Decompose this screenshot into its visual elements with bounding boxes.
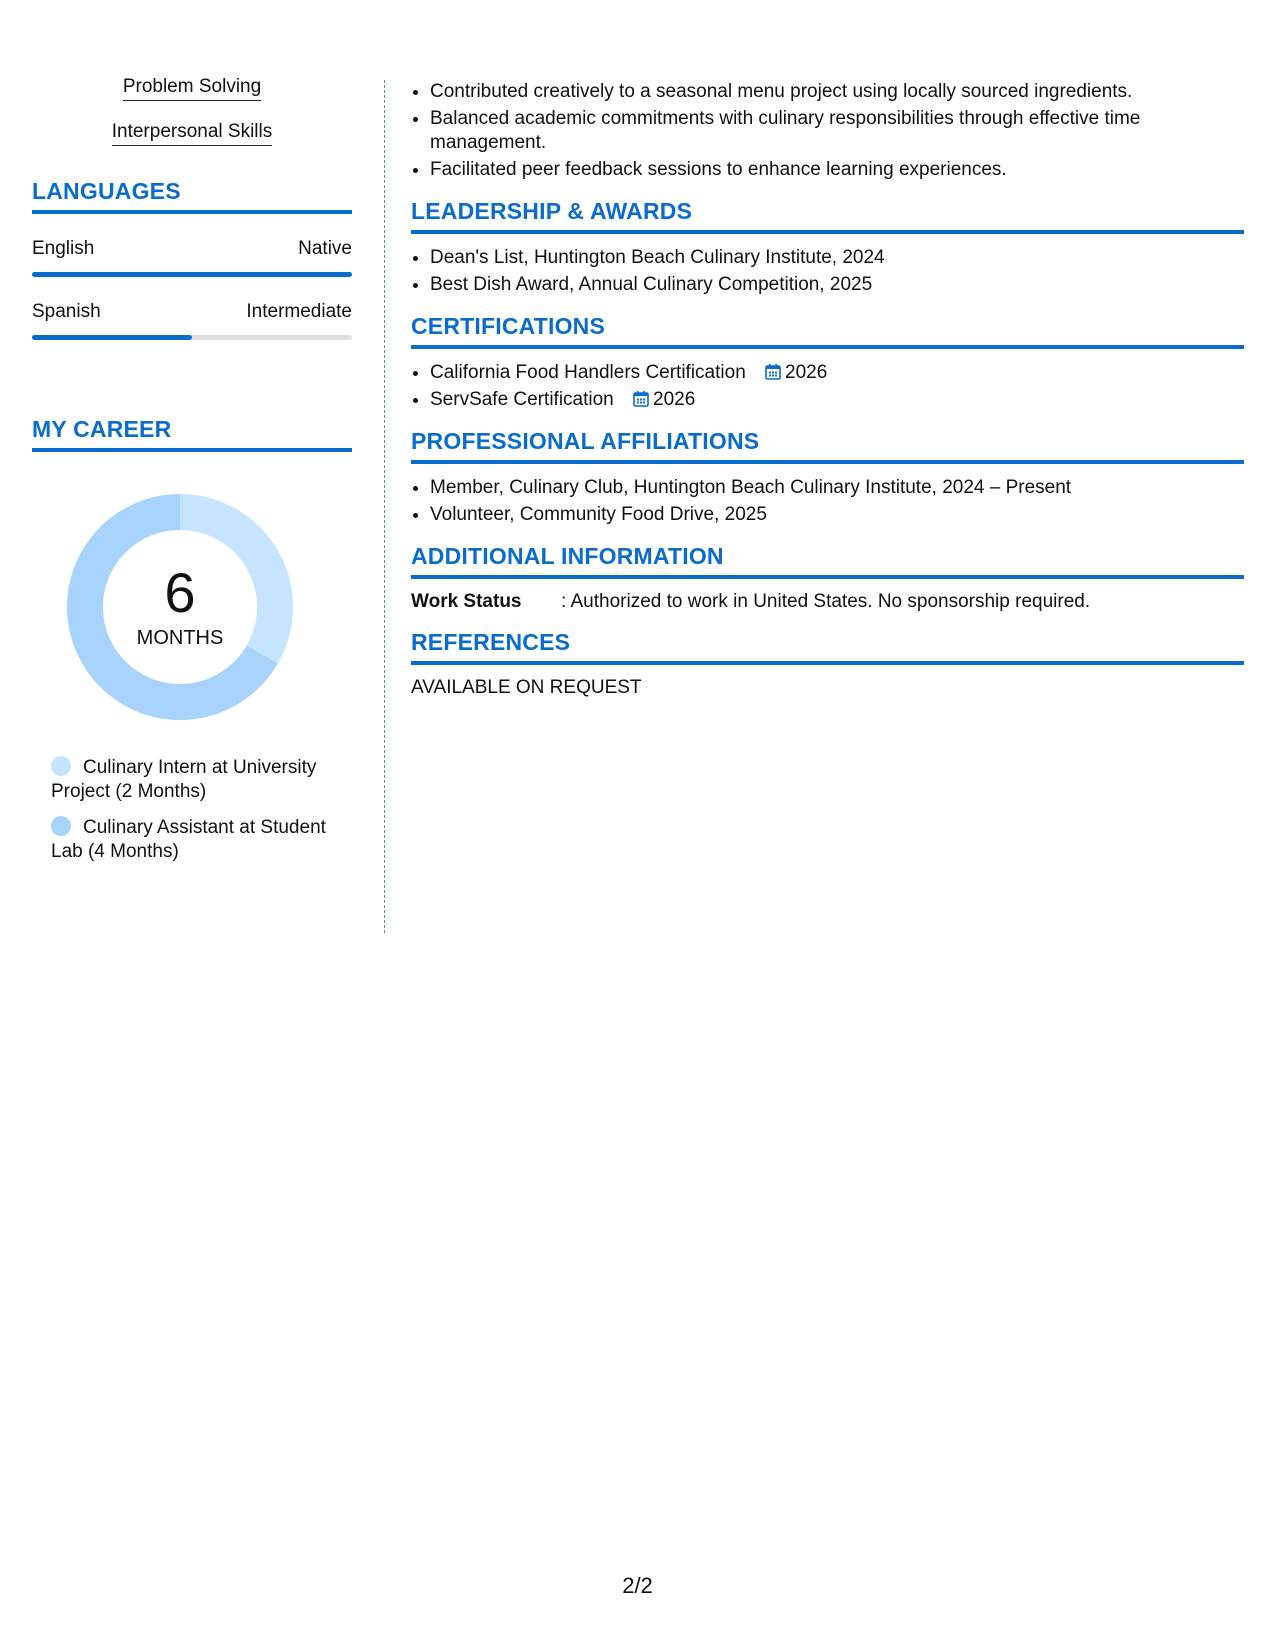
languages-section [32,178,352,340]
leadership-heading: LEADERSHIP & AWARDS [411,198,1244,234]
references-text: AVAILABLE ON REQUEST [411,677,642,698]
affiliations-list [411,476,1244,527]
certifications-heading: CERTIFICATIONS [411,313,1244,349]
certification-name: ServSafe Certification [430,389,614,410]
language-row [32,238,352,277]
language-name: English [32,238,95,259]
career-donut-chart [67,494,293,720]
work-status-row [411,591,1244,613]
experience-bullets [411,80,1244,182]
certification-year: 2026 [653,389,696,410]
certification-year: 2026 [785,362,828,383]
legend-dot [51,816,71,836]
skill-item [32,76,352,101]
languages-heading: LANGUAGES [32,178,352,214]
work-status-value: : Authorized to work in United States. No sponsorship required. [561,591,1091,612]
legend-item [51,816,336,864]
certification-item [430,361,1244,385]
donut-center [67,494,293,720]
legend-dot [51,756,71,776]
language-name: Spanish [32,301,101,322]
bullet-item: • Balanced academic commitments with culinary responsibilities through effective time management. [430,107,1244,155]
bullet-item: • Best Dish Award, Annual Culinary Competition, 2025 [430,273,1244,297]
legend-label: Culinary Intern at University Project (2 Months) [51,757,317,802]
work-status-label: Work Status [411,591,522,612]
language-level: Intermediate [246,301,352,322]
bullet-item: • Member, Culinary Club, Huntington Beach Culinary Institute, 2024 – Present [430,476,1244,500]
skill-label: Interpersonal Skills [112,121,273,146]
legend-label: Culinary Assistant at Student Lab (4 Months) [51,817,326,862]
certification-name: California Food Handlers Certification [430,362,746,383]
language-proficiency-fill [32,272,352,277]
left-column [32,76,352,876]
additional-info-heading: ADDITIONAL INFORMATION [411,543,1244,579]
career-unit: MONTHS [136,626,224,649]
right-column [411,80,1244,699]
page-number: 2/2 [622,1573,653,1598]
career-heading: MY CAREER [32,416,352,452]
language-row [32,301,352,340]
legend-item [51,756,336,804]
affiliations-heading: PROFESSIONAL AFFILIATIONS [411,428,1244,464]
certifications-list [411,361,1244,412]
career-legend [51,756,336,864]
certification-item [430,388,1244,412]
language-proficiency-fill [32,335,192,340]
references-heading: REFERENCES [411,629,1244,665]
calendar-icon [633,390,649,407]
bullet-item: • Contributed creatively to a seasonal menu project using locally sourced ingredients. [430,80,1244,104]
calendar-icon [765,363,781,380]
skill-label: Problem Solving [123,76,261,101]
leadership-list [411,246,1244,297]
bullet-item: • Volunteer, Community Food Drive, 2025 [430,503,1244,527]
language-level: Native [298,238,352,259]
skill-list [32,76,352,146]
career-total: 6 [164,560,196,624]
language-proficiency-bar [32,272,352,277]
language-proficiency-bar [32,335,352,340]
career-section [32,416,352,864]
skill-item [32,121,352,146]
bullet-item: • Facilitated peer feedback sessions to enhance learning experiences. [430,158,1244,182]
bullet-item: • Dean's List, Huntington Beach Culinary Institute, 2024 [430,246,1244,270]
column-divider [384,80,385,933]
